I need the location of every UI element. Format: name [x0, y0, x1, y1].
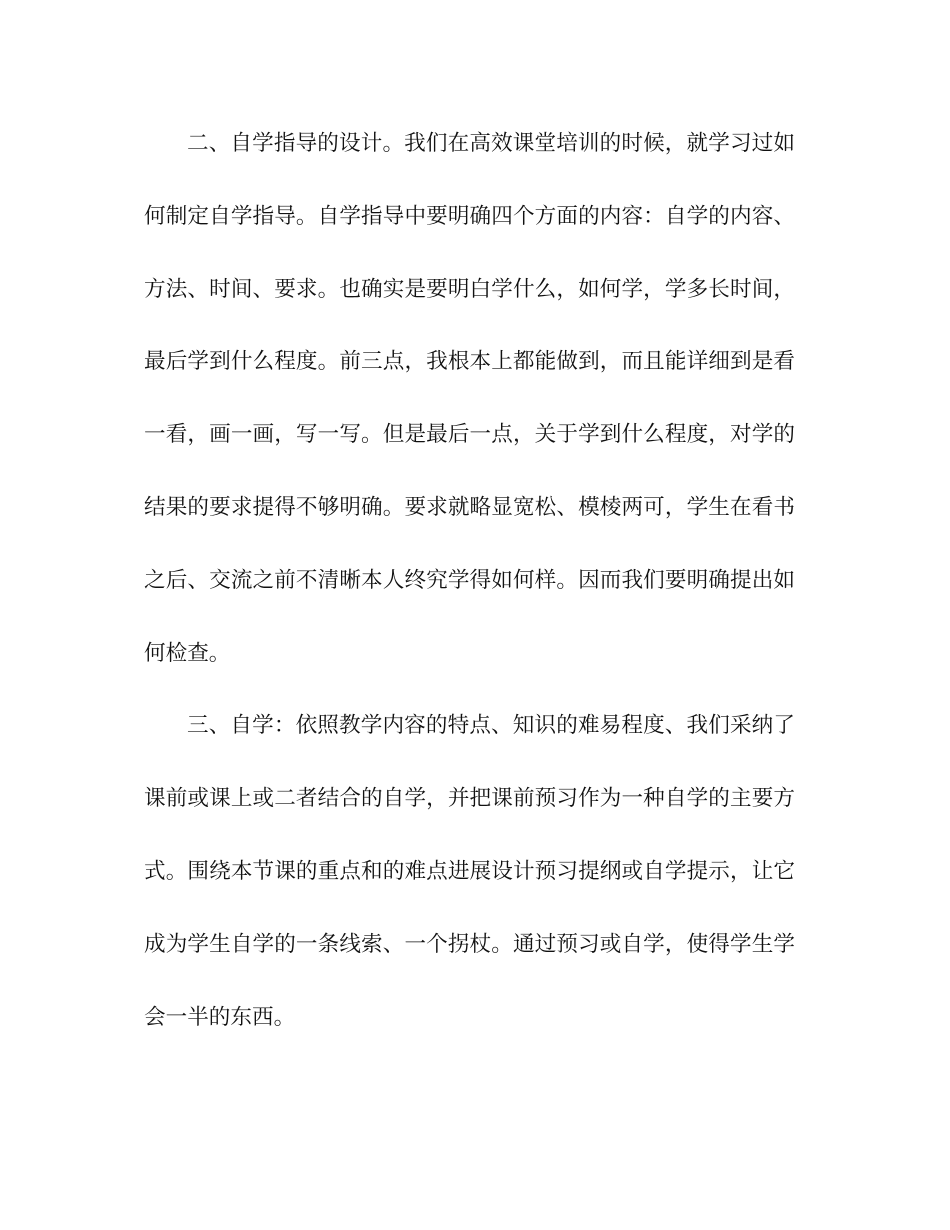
paragraph-line: 方法、时间、要求。也确实是要明白学什么，如何学，学多长时间，: [144, 276, 795, 302]
paragraph-line: 三、自学：依照教学内容的特点、知识的难易程度、我们采纳了: [187, 713, 795, 739]
paragraph-line: 二、自学指导的设计。我们在高效课堂培训的时候，就学习过如: [187, 131, 795, 156]
paragraph-line: 之后、交流之前不清晰本人终究学得如何样。因而我们要明确提出如: [144, 567, 795, 593]
paragraph-line: 结果的要求提得不够明确。要求就略显宽松、模棱两可，学生在看书: [144, 494, 795, 520]
paragraph-line: 何检查。: [144, 640, 231, 666]
paragraph-line: 何制定自学指导。自学指导中要明确四个方面的内容：自学的内容、: [144, 203, 795, 229]
document-body: [144, 124, 795, 1070]
paragraph-line: 式。围绕本节课的重点和的难点进展设计预习提纲或自学提示，让它: [144, 858, 795, 884]
paragraph-line: 会一半的东西。: [144, 1004, 296, 1030]
paragraph-self-study-guidance: [144, 124, 795, 706]
paragraph-line: 课前或课上或二者结合的自学，并把课前预习作为一种自学的主要方: [144, 786, 795, 812]
paragraph-self-study: [144, 706, 795, 1070]
paragraph-line: 最后学到什么程度。前三点，我根本上都能做到，而且能详细到是看: [144, 349, 795, 375]
paragraph-line: 成为学生自学的一条线索、一个拐杖。通过预习或自学，使得学生学: [144, 931, 795, 957]
paragraph-line: 一看，画一画，写一写。但是最后一点，关于学到什么程度，对学的: [144, 422, 795, 448]
